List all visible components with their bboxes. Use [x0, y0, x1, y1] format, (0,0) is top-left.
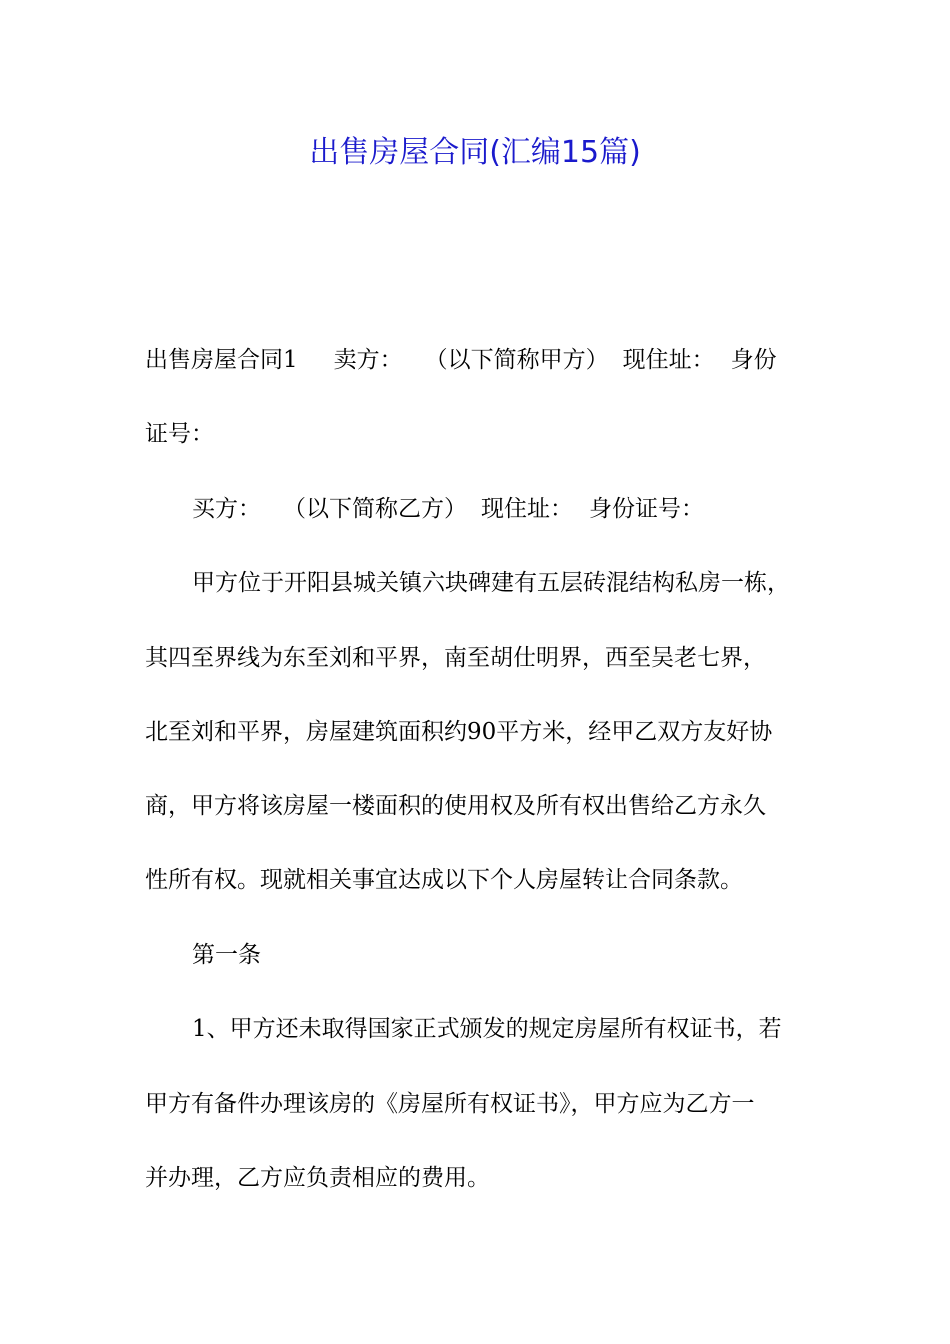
paragraph-line: 甲方位于开阳县城关镇六块碑建有五层砖混结构私房一栋，	[192, 570, 790, 596]
paragraph-line: 并办理，乙方应负责相应的费用。	[145, 1165, 490, 1191]
paragraph-line: 1、甲方还未取得国家正式颁发的规定房屋所有权证书，若	[192, 1016, 782, 1042]
buyer-id-label: 身份证号：	[589, 496, 704, 522]
paragraph-line: 甲方有备件办理该房的《房屋所有权证书》，甲方应为乙方一	[145, 1091, 755, 1117]
paragraph-line: 其四至界线为东至刘和平界，南至胡仕明界，西至吴老七界，	[145, 645, 766, 671]
paragraph-line: 北至刘和平界，房屋建筑面积约90平方米，经甲乙双方友好协	[145, 719, 773, 745]
address-label: 现住址：	[622, 347, 715, 373]
document-title: 出售房屋合同(汇编15篇)	[309, 135, 641, 170]
id-label-start: 身份	[730, 347, 777, 373]
paragraph-line	[192, 489, 704, 529]
paragraph-line: 性所有权。现就相关事宜达成以下个人房屋转让合同条款。	[145, 867, 743, 893]
paragraph-line: 商，甲方将该房屋一楼面积的使用权及所有权出售给乙方永久	[145, 793, 766, 819]
seller-alias: （以下简称甲方）	[424, 347, 609, 373]
buyer-label: 买方：	[192, 496, 261, 522]
paragraph-line: 证号：	[145, 421, 214, 447]
section-heading: 出售房屋合同1	[145, 347, 298, 373]
article-heading: 第一条	[192, 942, 261, 968]
seller-label: 卖方：	[333, 347, 403, 373]
paragraph-line	[145, 340, 777, 380]
buyer-address-label: 现住址：	[481, 496, 573, 522]
buyer-alias: （以下简称乙方）	[283, 496, 467, 522]
